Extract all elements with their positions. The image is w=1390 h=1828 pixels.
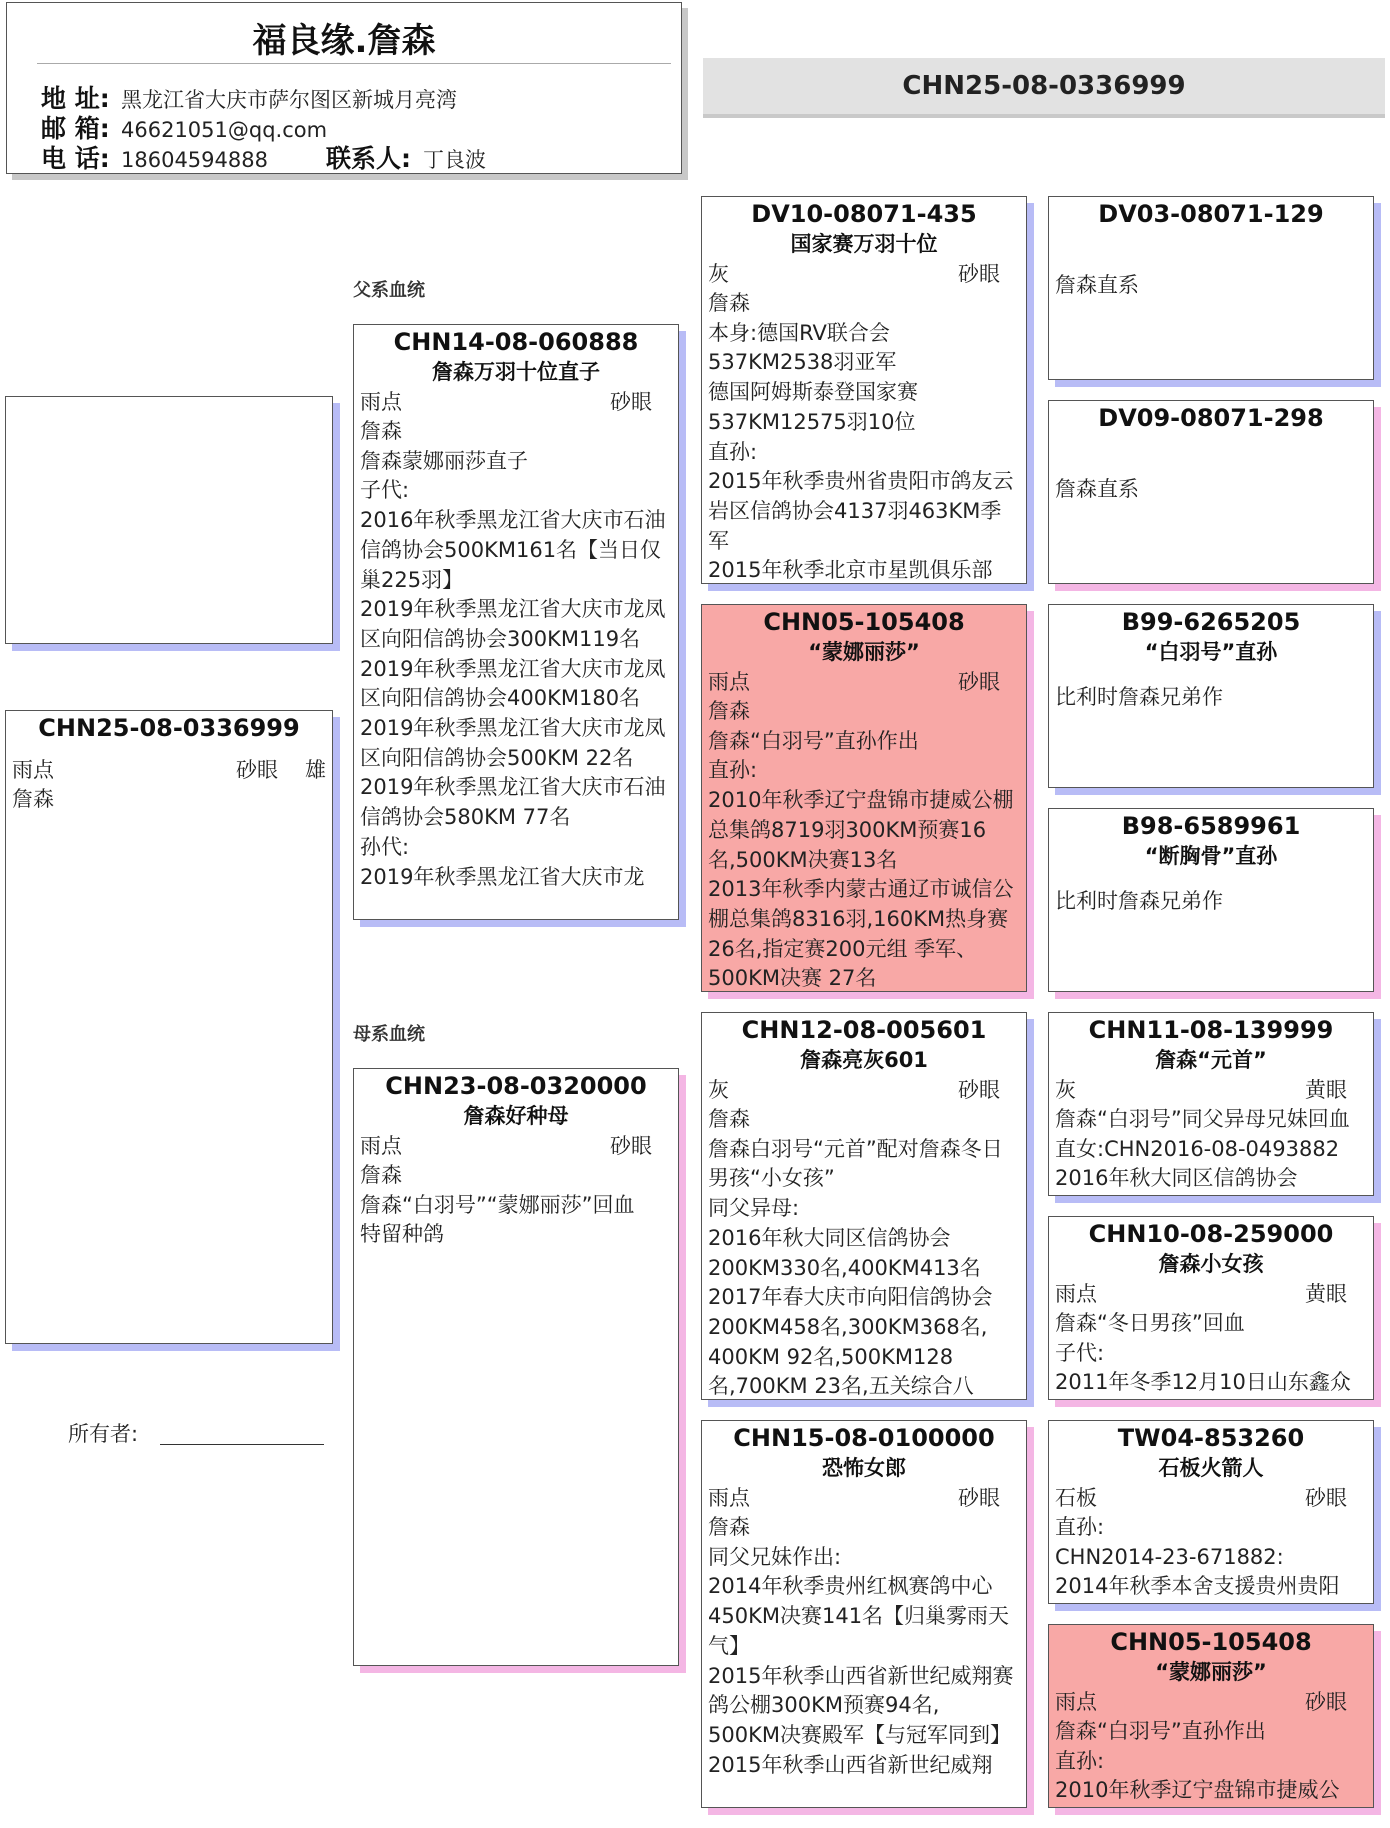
- sire-dam-notes: 詹森 詹森“白羽号”直孙作出 直孙: 2010年秋季辽宁盘锦市捷威公棚总集鸽8719羽300KM预赛16名,500KM决赛13名 2013年秋季内蒙古通辽市诚信公棚总集鸽8316羽,160KM热身赛26名,指定赛200元组 季军、500KM决赛 27名: [708, 699, 1014, 991]
- dds-eye: 砂眼: [1305, 1486, 1347, 1510]
- sds-notes: 比利时詹森兄弟作: [1055, 685, 1223, 709]
- dam-eye: 砂眼: [610, 1134, 652, 1158]
- ssd-notes: 詹森直系: [1055, 477, 1139, 501]
- sire-sire-card: [701, 196, 1027, 584]
- subject-ring-banner: CHN25-08-0336999: [703, 58, 1385, 114]
- sdd-notes: 比利时詹森兄弟作: [1055, 889, 1223, 913]
- breeder-header: [6, 2, 682, 174]
- dam-dam-color: 雨点: [708, 1486, 750, 1510]
- dam-dam-name: 恐怖女郎: [822, 1456, 906, 1480]
- dam-sire-eye: 砂眼: [958, 1078, 1000, 1102]
- sire-sire-eye: 砂眼: [958, 262, 1000, 286]
- dam-sire-dam-card: [1048, 1216, 1374, 1400]
- sdd-name: “断胸骨”直孙: [1144, 844, 1278, 868]
- dam-dam-card: [701, 1420, 1027, 1808]
- sire-dam-color: 雨点: [708, 670, 750, 694]
- dsd-traits: [1055, 1279, 1367, 1309]
- phone-value: 18604594888: [121, 148, 268, 172]
- subject-card: [5, 710, 333, 1344]
- email-value: 46621051@qq.com: [121, 118, 328, 142]
- ddd-notes: 詹森“白羽号”直孙作出 直孙: 2010年秋季辽宁盘锦市捷威公: [1055, 1719, 1340, 1803]
- sire-dam-card: [701, 604, 1027, 992]
- sire-dam-sire-card: [1048, 604, 1374, 788]
- ddd-color: 雨点: [1055, 1690, 1097, 1714]
- address-value: 黑龙江省大庆市萨尔图区新城月亮湾: [121, 88, 457, 112]
- dds-color: 石板: [1055, 1486, 1097, 1510]
- dam-sire-sire-card: [1048, 1012, 1374, 1196]
- dam-dam-notes: 詹森 同父兄妹作出: 2014年秋季贵州红枫赛鸽中心 450KM决赛141名【归巢雾雨天气】 2015年秋季山西省新世纪威翔赛鸽公棚300KM预赛94名, 500KM决赛殿军【与冠军同到】 2015年秋季山西省新世纪威翔: [708, 1515, 1014, 1777]
- dds-name: 石板火箭人: [1158, 1456, 1264, 1480]
- dam-sire-card: [701, 1012, 1027, 1400]
- sire-name: 詹森万羽十位直子: [432, 360, 600, 384]
- dsd-eye: 黄眼: [1305, 1282, 1347, 1306]
- ddd-eye: 砂眼: [1305, 1690, 1347, 1714]
- phone-label: 电 话:: [41, 144, 110, 173]
- subject-traits: [12, 755, 326, 785]
- sds-ring: B99-6265205: [1121, 608, 1301, 636]
- owner-label: 所有者:: [68, 1422, 139, 1446]
- sire-sire-notes: 詹森 本身:德国RV联合会 537KM2538羽亚军 德国阿姆斯泰登国家赛 537KM12575羽10位 直孙: 2015年秋季贵州省贵阳市鸽友云岩区信鸽协会4137羽463KM季军 2015年秋季北京市星凯俱乐部: [708, 291, 1014, 583]
- dam-sire-ring: CHN12-08-005601: [741, 1016, 987, 1044]
- breeder-title: 福良缘.詹森: [252, 21, 436, 61]
- dss-traits: [1055, 1075, 1367, 1105]
- dam-dam-ring: CHN15-08-0100000: [733, 1424, 995, 1452]
- dam-name: 詹森好种母: [463, 1104, 569, 1128]
- sire-traits: [360, 387, 672, 417]
- dam-sire-name: 詹森亮灰601: [800, 1048, 928, 1072]
- sdd-ring: B98-6589961: [1121, 812, 1301, 840]
- sire-dam-dam-card: [1048, 808, 1374, 992]
- sire-sire-sire-card: [1048, 196, 1374, 380]
- dss-name: 詹森“元首”: [1155, 1048, 1267, 1072]
- sire-sire-ring: DV10-08071-435: [751, 200, 977, 228]
- sds-name: “白羽号”直孙: [1144, 640, 1278, 664]
- dss-notes: 詹森“白羽号”同父异母兄妹回血 直女:CHN2016-08-0493882 2016年秋大同区信鸽协会: [1055, 1107, 1350, 1191]
- dds-ring: TW04-853260: [1117, 1424, 1305, 1452]
- sire-sire-traits: [708, 259, 1020, 289]
- dsd-notes: 詹森“冬日男孩”回血 子代: 2011年冬季12月10日山东鑫众: [1055, 1311, 1351, 1395]
- ddd-name: “蒙娜丽莎”: [1155, 1660, 1267, 1684]
- dss-eye: 黄眼: [1305, 1078, 1347, 1102]
- dam-section-label: 母系血统: [353, 1024, 425, 1045]
- owner-signature-line: [160, 1444, 324, 1445]
- dam-sire-traits: [708, 1075, 1020, 1105]
- sire-sire-name: 国家赛万羽十位: [790, 232, 938, 256]
- email-label: 邮 箱:: [41, 114, 110, 143]
- sire-ring: CHN14-08-060888: [393, 328, 639, 356]
- sire-eye: 砂眼: [610, 390, 652, 414]
- dss-color: 灰: [1055, 1078, 1076, 1102]
- dsd-name: 詹森小女孩: [1158, 1252, 1264, 1276]
- dss-ring: CHN11-08-139999: [1088, 1016, 1334, 1044]
- contact-label: 联系人:: [325, 144, 411, 173]
- ddd-traits: [1055, 1687, 1367, 1717]
- dam-dam-sire-card: [1048, 1420, 1374, 1604]
- dam-traits: [360, 1131, 672, 1161]
- pigeon-photo-frame: [5, 396, 333, 644]
- subject-sex: 雄: [305, 758, 326, 782]
- address-label: 地 址:: [41, 84, 110, 113]
- dsd-ring: CHN10-08-259000: [1088, 1220, 1334, 1248]
- dam-ring: CHN23-08-0320000: [385, 1072, 647, 1100]
- contact-value: 丁良波: [422, 148, 486, 172]
- dds-traits: [1055, 1483, 1367, 1513]
- sire-dam-ring: CHN05-105408: [763, 608, 965, 636]
- sire-color: 雨点: [360, 390, 402, 414]
- dam-color: 雨点: [360, 1134, 402, 1158]
- subject-color: 雨点: [12, 758, 54, 782]
- sire-section-label: 父系血统: [353, 280, 425, 301]
- dam-sire-color: 灰: [708, 1078, 729, 1102]
- sire-sire-dam-card: [1048, 400, 1374, 584]
- dam-card: [353, 1068, 679, 1666]
- dam-dam-traits: [708, 1483, 1020, 1513]
- dam-notes: 詹森 詹森“白羽号”“蒙娜丽莎”回血 特留种鸽: [360, 1163, 635, 1247]
- sire-dam-traits: [708, 667, 1020, 697]
- dam-sire-notes: 詹森 詹森白羽号“元首”配对詹森冬日男孩“小女孩” 同父异母: 2016年秋大同区信鸽协会 200KM330名,400KM413名 2017年春大庆市向阳信鸽协会 200KM458名,300KM368名, 400KM 92名,500KM128 名,700KM 23名,五关综合八: [708, 1107, 1003, 1399]
- dsd-color: 雨点: [1055, 1282, 1097, 1306]
- subject-eye: 砂眼: [236, 758, 278, 782]
- phone-row: [41, 139, 486, 175]
- sss-notes: 詹森直系: [1055, 273, 1139, 297]
- subject-ring: CHN25-08-0336999: [38, 714, 300, 742]
- ssd-ring: DV09-08071-298: [1098, 404, 1324, 432]
- header-divider: [37, 63, 671, 64]
- ddd-ring: CHN05-105408: [1110, 1628, 1312, 1656]
- dam-dam-dam-card: [1048, 1624, 1374, 1808]
- sire-sire-color: 灰: [708, 262, 729, 286]
- subject-notes: 詹森: [12, 787, 54, 811]
- dds-notes: 直孙: CHN2014-23-671882: 2014年秋季本舍支援贵州贵阳: [1055, 1515, 1340, 1599]
- dam-dam-eye: 砂眼: [958, 1486, 1000, 1510]
- sire-notes: 詹森 詹森蒙娜丽莎直子 子代: 2016年秋季黑龙江省大庆市石油信鸽协会500KM161名【当日仅巢225羽】 2019年秋季黑龙江省大庆市龙凤区向阳信鸽协会300KM119名 2019年秋季黑龙江省大庆市龙凤区向阳信鸽协会400KM180名 2019年秋季黑龙江省大庆市龙凤区向阳信鸽协会500KM 22名 2019年秋季黑龙江省大庆市石油信鸽协会580KM 77名 孙代: 2019年秋季黑龙江省大庆市龙: [360, 419, 666, 889]
- sss-ring: DV03-08071-129: [1098, 200, 1324, 228]
- sire-dam-name: “蒙娜丽莎”: [808, 640, 920, 664]
- sire-card: [353, 324, 679, 920]
- sire-dam-eye: 砂眼: [958, 670, 1000, 694]
